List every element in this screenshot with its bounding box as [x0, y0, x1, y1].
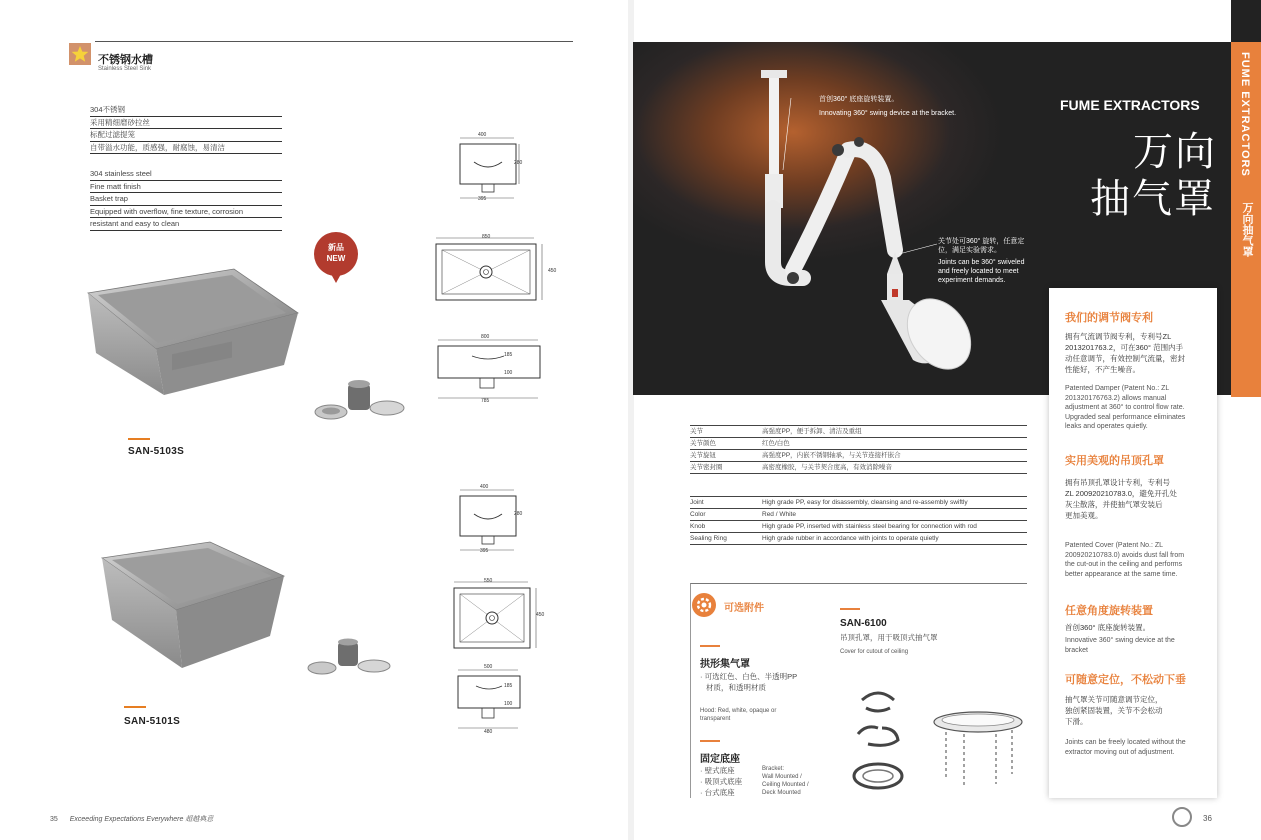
base-item: · 台式底座 — [700, 788, 735, 797]
section-title: 不锈钢水槽 — [98, 54, 153, 66]
callout-text: experiment demands. — [938, 277, 1006, 284]
base-list — [700, 765, 742, 798]
feature-line: 200920210783.0) avoids dust fall from — [1065, 551, 1185, 559]
dim-label: 100 — [504, 370, 513, 376]
feature-4-desc — [1065, 694, 1163, 727]
feature-line: Upgraded seal performance eliminates — [1065, 413, 1186, 421]
base-item: · 吸顶式底座 — [700, 777, 743, 786]
hood-desc-line: · 可选红色、白色、半透明PP — [700, 672, 798, 681]
table-row — [690, 450, 1027, 462]
feature-line: Joints can be freely located without the — [1065, 739, 1186, 746]
table-value: 高强度PP，便于拆卸、清洁及重组 — [762, 428, 862, 435]
callout-text: 首创360° 底座旋转装置。 — [819, 96, 899, 103]
feature-line: 201320176763.2) allows manual — [1065, 394, 1167, 402]
callout-text: Joints can be 360° swiveled — [938, 259, 1025, 266]
table-key: 关节颜色 — [690, 440, 716, 447]
san6100-desc: 吊顶孔罩，用于吸顶式抽气罩 — [840, 633, 938, 642]
feature-2-desc-en — [1065, 541, 1184, 579]
model-name-5103: SAN-5103S — [128, 446, 185, 457]
dim-label: 850 — [482, 234, 491, 240]
feature-3-title: 任意角度旋转装置 — [1065, 605, 1153, 617]
hood-desc-en — [700, 707, 776, 723]
feature-line: adjustment at 360° to control flow rate. — [1065, 404, 1185, 411]
base-title: 固定底座 — [700, 754, 740, 765]
table-value: 高强度PP，内嵌不锈钢轴承，与关节连接杆嵌合 — [762, 452, 901, 459]
accessory-parts-illustration — [848, 684, 1026, 794]
dim-label: 500 — [484, 664, 493, 670]
dim-label: 450 — [536, 612, 545, 618]
drawing-5103-side — [452, 132, 527, 207]
spec-item: 标配过滤提笼 — [90, 129, 282, 142]
callout-text: 关节处可360° 旋转，任意定 — [938, 238, 1025, 245]
feature-1-desc-en — [1065, 384, 1185, 432]
table-key: 关节密封圈 — [690, 464, 723, 471]
table-value: High grade PP, easy for disassembly, cleansing and re-assembly swiftly — [762, 499, 968, 506]
side-tab-en: FUME EXTRACTORS — [1239, 52, 1251, 177]
table-key: Sealing Ring — [690, 535, 727, 542]
hood-desc — [700, 671, 797, 693]
base-desc-en-line: Ceiling Mounted / — [762, 782, 809, 788]
hero-title-cn-2: 抽气罩 — [1090, 177, 1216, 221]
feature-1-desc — [1065, 331, 1185, 375]
spec-item: resistant and easy to clean — [90, 218, 282, 231]
table-row — [690, 533, 1027, 545]
feature-line: 更加美观。 — [1065, 511, 1103, 520]
badge-en: NEW — [326, 254, 346, 263]
feature-line: 拥有吊顶孔罩设计专利，专利号 — [1065, 478, 1170, 487]
spec-item: Equipped with overflow, fine texture, corrosion — [90, 206, 282, 219]
feature-line: 拥有气流调节阀专利，专利号ZL — [1065, 332, 1172, 341]
accent-bar — [700, 645, 720, 647]
feature-line: leaks and operates quietly. — [1065, 423, 1148, 430]
drawing-5101-front — [452, 664, 530, 736]
callout-text: Innovating 360° swing device at the bracket. — [819, 110, 957, 117]
dim-label: 480 — [484, 729, 493, 735]
table-key: 关节 — [690, 428, 703, 435]
feature-line: 下滑。 — [1065, 717, 1088, 726]
feature-4-title: 可随意定位，不松动下垂 — [1065, 674, 1186, 686]
table-key: Joint — [690, 499, 704, 506]
table-key: Color — [690, 511, 706, 518]
san6100-model: SAN-6100 — [840, 618, 887, 629]
dim-label: 550 — [484, 578, 493, 584]
drawing-5101-plan — [448, 578, 544, 654]
feature-2-desc — [1065, 477, 1177, 521]
spec-table-en — [690, 496, 1027, 545]
hood-desc-line: 材质，和透明材质 — [706, 683, 766, 692]
table-value: 高密度橡胶，与关节契合度高，有效消除噪音 — [762, 464, 892, 471]
base-desc-en-line: Bracket: — [762, 766, 785, 772]
table-row — [690, 509, 1027, 521]
feature-3-desc: 首创360° 底座旋转装置。 — [1065, 623, 1151, 632]
accessories-title: 可选附件 — [724, 603, 764, 614]
feature-line: 灰尘散落，并使抽气罩安装后 — [1065, 500, 1163, 509]
star-icon — [69, 43, 91, 65]
section-rule — [95, 41, 573, 42]
feature-line: 动任意调节，有效控制气流量，密封 — [1065, 354, 1185, 363]
base-desc-en — [762, 765, 809, 797]
accent-bar — [700, 740, 720, 742]
callout-text: 位，满足实验需求。 — [938, 247, 1001, 254]
model-name-5101: SAN-5101S — [124, 716, 181, 727]
table-value: Red / White — [762, 511, 796, 518]
dim-label: 395 — [480, 548, 489, 554]
feature-line: Patented Cover (Patent No.: ZL — [1065, 542, 1164, 549]
san6100-desc-en: Cover for cutout of ceiling — [840, 649, 909, 655]
model-accent-bar — [128, 438, 150, 440]
table-row — [690, 462, 1027, 474]
table-value: High grade PP, inserted with stainless steel bearing for connection with rod — [762, 523, 977, 530]
footer-slogan: Exceeding Expectations Everywhere 超越典意 — [69, 816, 214, 823]
new-badge — [314, 232, 358, 276]
feature-line: extractor moving out of adjustment. — [1065, 748, 1175, 756]
table-key: 关节旋钮 — [690, 452, 716, 459]
feature-line: 性能好，不产生噪音。 — [1065, 365, 1140, 374]
spec-item: Fine matt finish — [90, 181, 282, 194]
feature-line: 独创紧固装置，关节不会松动 — [1065, 706, 1163, 715]
callout-text: and freely located to meet — [938, 268, 1019, 275]
feature-2-title: 实用美观的吊顶孔罩 — [1065, 455, 1164, 467]
sink-5101-image — [98, 540, 286, 672]
gear-icon — [692, 593, 716, 617]
hood-desc-en-line: Hood: Red, white, opaque or — [700, 708, 777, 714]
spec-list-en — [90, 168, 282, 231]
page-number-right: 36 — [1203, 814, 1212, 823]
hero-title-en: FUME EXTRACTORS — [1060, 97, 1200, 113]
feature-line: bracket — [1065, 646, 1088, 654]
table-key: Knob — [690, 523, 706, 530]
brand-logo-icon — [1172, 807, 1192, 827]
base-item: · 壁式底座 — [700, 766, 735, 775]
hero-title-cn-1: 万向 — [1133, 130, 1217, 174]
feature-line: ZL 200920210783.0，避免开孔处 — [1065, 489, 1177, 498]
dim-label: 185 — [504, 683, 513, 689]
accent-bar — [840, 608, 860, 610]
spec-item: 采用精细磨砂拉丝 — [90, 117, 282, 130]
feature-line: the cut-out in the ceiling and performs — [1065, 561, 1183, 568]
table-value: 红色/白色 — [762, 440, 790, 447]
hood-title: 拱形集气罩 — [700, 659, 750, 670]
side-tab-top — [1231, 0, 1261, 42]
section-subtitle: Stainless Steel Sink — [98, 66, 152, 72]
dim-label: 400 — [480, 484, 489, 490]
dim-label: 395 — [478, 196, 487, 202]
feature-line: 抽气罩关节可随意调节定位， — [1065, 695, 1163, 704]
sink-5103-image — [84, 265, 302, 397]
footer-left — [50, 814, 213, 824]
feature-line: 2013201763.2，可在360° 范围内手 — [1065, 343, 1184, 352]
feature-line: Patented Damper (Patent No.: ZL — [1065, 385, 1170, 392]
spec-item: 304不锈钢 — [90, 104, 282, 117]
base-desc-en-line: Deck Mounted — [762, 790, 801, 796]
callout-mid — [938, 237, 1024, 285]
drawing-5103-front — [432, 334, 547, 406]
base-desc-en-line: Wall Mounted / — [762, 774, 802, 780]
dim-label: 280 — [514, 511, 523, 517]
drawing-5101-side — [452, 486, 527, 558]
side-tab — [1231, 42, 1261, 397]
spec-item: 自带溢水功能，质感强，耐腐蚀，易清洁 — [90, 142, 282, 155]
dim-label: 100 — [504, 701, 513, 707]
feature-line: better appearance at the same time. — [1065, 570, 1178, 578]
table-value: High grade rubber in accordance with joints to operate quietly — [762, 535, 939, 542]
drawing-5103-plan — [430, 234, 550, 302]
table-row — [690, 438, 1027, 450]
basket-trap-5101-image — [306, 638, 394, 682]
dim-label: 400 — [478, 132, 487, 138]
side-tab-cn: 万向抽气罩 — [1241, 202, 1253, 257]
dim-label: 185 — [504, 352, 513, 358]
spec-item: Basket trap — [90, 193, 282, 206]
dim-label: 280 — [514, 160, 523, 166]
model-accent-bar — [124, 706, 146, 708]
spec-list-cn — [90, 104, 282, 154]
page-number: 35 — [50, 816, 58, 823]
spec-table-cn — [690, 425, 1027, 474]
feature-3-desc-en — [1065, 636, 1175, 655]
hood-desc-en-line: transparent — [700, 716, 731, 722]
feature-4-desc-en — [1065, 738, 1186, 757]
basket-trap-5103-image — [313, 378, 408, 426]
dim-label: 800 — [481, 334, 490, 340]
dim-label: 785 — [481, 398, 490, 404]
feature-1-title: 我们的调节阀专利 — [1065, 312, 1153, 324]
callout-top — [819, 95, 956, 118]
spec-item: 304 stainless steel — [90, 168, 282, 181]
table-row — [690, 521, 1027, 533]
table-row — [690, 497, 1027, 509]
dim-label: 450 — [548, 268, 557, 274]
feature-line: Innovative 360° swing device at the — [1065, 637, 1175, 644]
table-row — [690, 426, 1027, 438]
badge-cn: 新品 — [328, 243, 344, 252]
